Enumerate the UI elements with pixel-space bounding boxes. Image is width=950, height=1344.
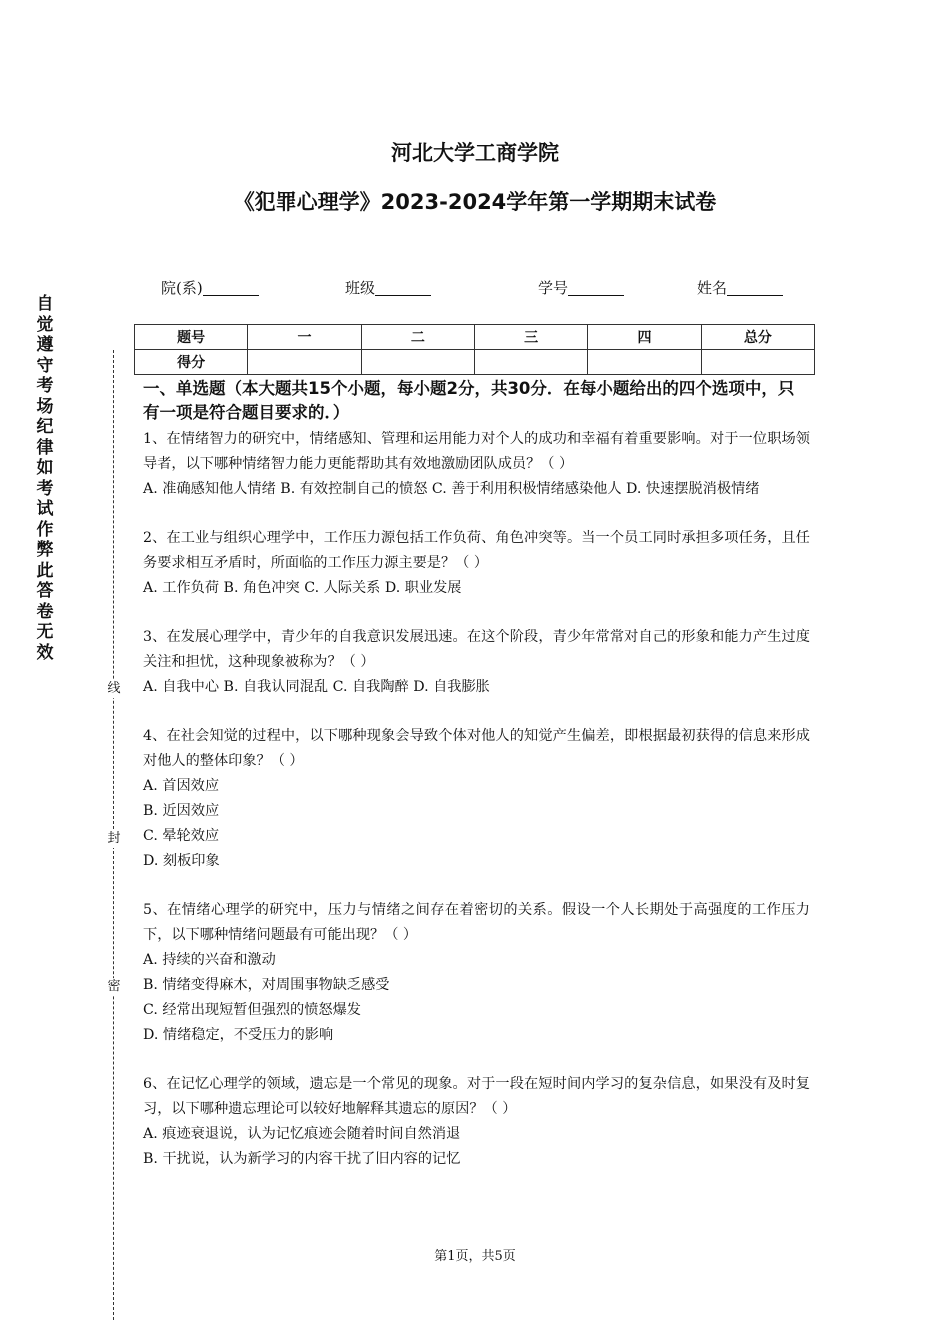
option: A. 持续的兴奋和激动 bbox=[143, 952, 276, 968]
question-options: A. 工作负荷 B. 角色冲突 C. 人际关系 D. 职业发展 bbox=[143, 580, 462, 596]
section-title: 一、单选题（本大题共15个小题，每小题2分，共30分．在每小题给出的四个选项中，只有一项是符合题目要求的．） bbox=[143, 379, 795, 422]
school-title: 河北大学工商学院 bbox=[391, 141, 559, 165]
binding-mark-seal: 封 bbox=[103, 830, 125, 848]
score-table-header: 题号 bbox=[135, 325, 248, 350]
exam-content bbox=[143, 377, 810, 1172]
question-options: A. 自我中心 B. 自我认同混乱 C. 自我陶醉 D. 自我膨胀 bbox=[143, 679, 490, 695]
score-table-score-row bbox=[135, 350, 815, 375]
question-5 bbox=[143, 898, 810, 1048]
option: C. 经常出现短暂但强烈的愤怒爆发 bbox=[143, 1002, 361, 1018]
score-table-header: 四 bbox=[588, 325, 701, 350]
question-stem: 3、在发展心理学中，青少年的自我意识发展迅速。在这个阶段，青少年常常对自己的形象和能力产生过度关注和担忧，这种现象被称为？（ ） bbox=[143, 629, 810, 670]
question-4 bbox=[143, 724, 810, 874]
question-stem: 6、在记忆心理学的领域，遗忘是一个常见的现象。对于一段在短时间内学习的复杂信息，如果没有及时复习，以下哪种遗忘理论可以较好地解释其遗忘的原因？（ ） bbox=[143, 1076, 810, 1117]
class-blank[interactable] bbox=[375, 279, 431, 296]
score-cell[interactable] bbox=[474, 350, 587, 375]
info-name: 姓名 bbox=[697, 277, 783, 298]
binding-notice: 自觉遵守考场纪律如考试作弊此答卷无效 bbox=[36, 294, 54, 663]
score-table-header-row bbox=[135, 325, 815, 350]
exam-title: 《犯罪心理学》2023-2024学年第一学期期末试卷 bbox=[233, 190, 717, 214]
question-stem: 4、在社会知觉的过程中，以下哪种现象会导致个体对他人的知觉产生偏差，即根据最初获得的信息来形成对他人的整体印象？（ ） bbox=[143, 728, 810, 769]
option: B. 干扰说，认为新学习的内容干扰了旧内容的记忆 bbox=[143, 1151, 461, 1167]
option: D. 情绪稳定，不受压力的影响 bbox=[143, 1027, 334, 1043]
option: A. 痕迹衰退说，认为记忆痕迹会随着时间自然消退 bbox=[143, 1126, 461, 1142]
option: A. 首因效应 bbox=[143, 778, 220, 794]
student-id-blank[interactable] bbox=[568, 279, 624, 296]
question-stem: 2、在工业与组织心理学中，工作压力源包括工作负荷、角色冲突等。当一个员工同时承担多项任务，且任务要求相互矛盾时，所面临的工作压力源主要是？（ ） bbox=[143, 530, 810, 571]
question-2 bbox=[143, 526, 810, 601]
score-cell[interactable] bbox=[588, 350, 701, 375]
option: C. 晕轮效应 bbox=[143, 828, 220, 844]
option: D. 刻板印象 bbox=[143, 853, 220, 869]
score-row-label: 得分 bbox=[135, 350, 248, 375]
score-table-header: 二 bbox=[361, 325, 474, 350]
page-footer: 第1页，共5页 bbox=[434, 1249, 516, 1264]
info-student-id: 学号 bbox=[538, 277, 624, 298]
question-3 bbox=[143, 625, 810, 700]
question-1 bbox=[143, 427, 810, 502]
score-cell[interactable] bbox=[248, 350, 361, 375]
score-cell[interactable] bbox=[701, 350, 814, 375]
score-table-header: 总分 bbox=[701, 325, 814, 350]
question-stem: 5、在情绪心理学的研究中，压力与情绪之间存在着密切的关系。假设一个人长期处于高强度的工作压力下，以下哪种情绪问题最有可能出现？（ ） bbox=[143, 902, 810, 943]
info-department: 院(系) bbox=[161, 277, 259, 298]
question-stem: 1、在情绪智力的研究中，情绪感知、管理和运用能力对个人的成功和幸福有着重要影响。对于一位职场领导者，以下哪种情绪智力能力更能帮助其有效地激励团队成员？（ ） bbox=[143, 431, 810, 472]
score-table-header: 一 bbox=[248, 325, 361, 350]
name-blank[interactable] bbox=[727, 279, 783, 296]
option: B. 近因效应 bbox=[143, 803, 220, 819]
department-blank[interactable] bbox=[203, 279, 259, 296]
score-cell[interactable] bbox=[361, 350, 474, 375]
score-table-header: 三 bbox=[474, 325, 587, 350]
question-options: A. 准确感知他人情绪 B. 有效控制自己的愤怒 C. 善于利用积极情绪感染他人 D. 快速摆脱消极情绪 bbox=[143, 481, 760, 497]
binding-mark-line: 线 bbox=[103, 680, 125, 698]
info-class: 班级 bbox=[345, 277, 431, 298]
question-6 bbox=[143, 1072, 810, 1172]
option: B. 情绪变得麻木，对周围事物缺乏感受 bbox=[143, 977, 390, 993]
binding-mark-secret: 密 bbox=[103, 978, 125, 996]
score-table bbox=[134, 324, 815, 375]
